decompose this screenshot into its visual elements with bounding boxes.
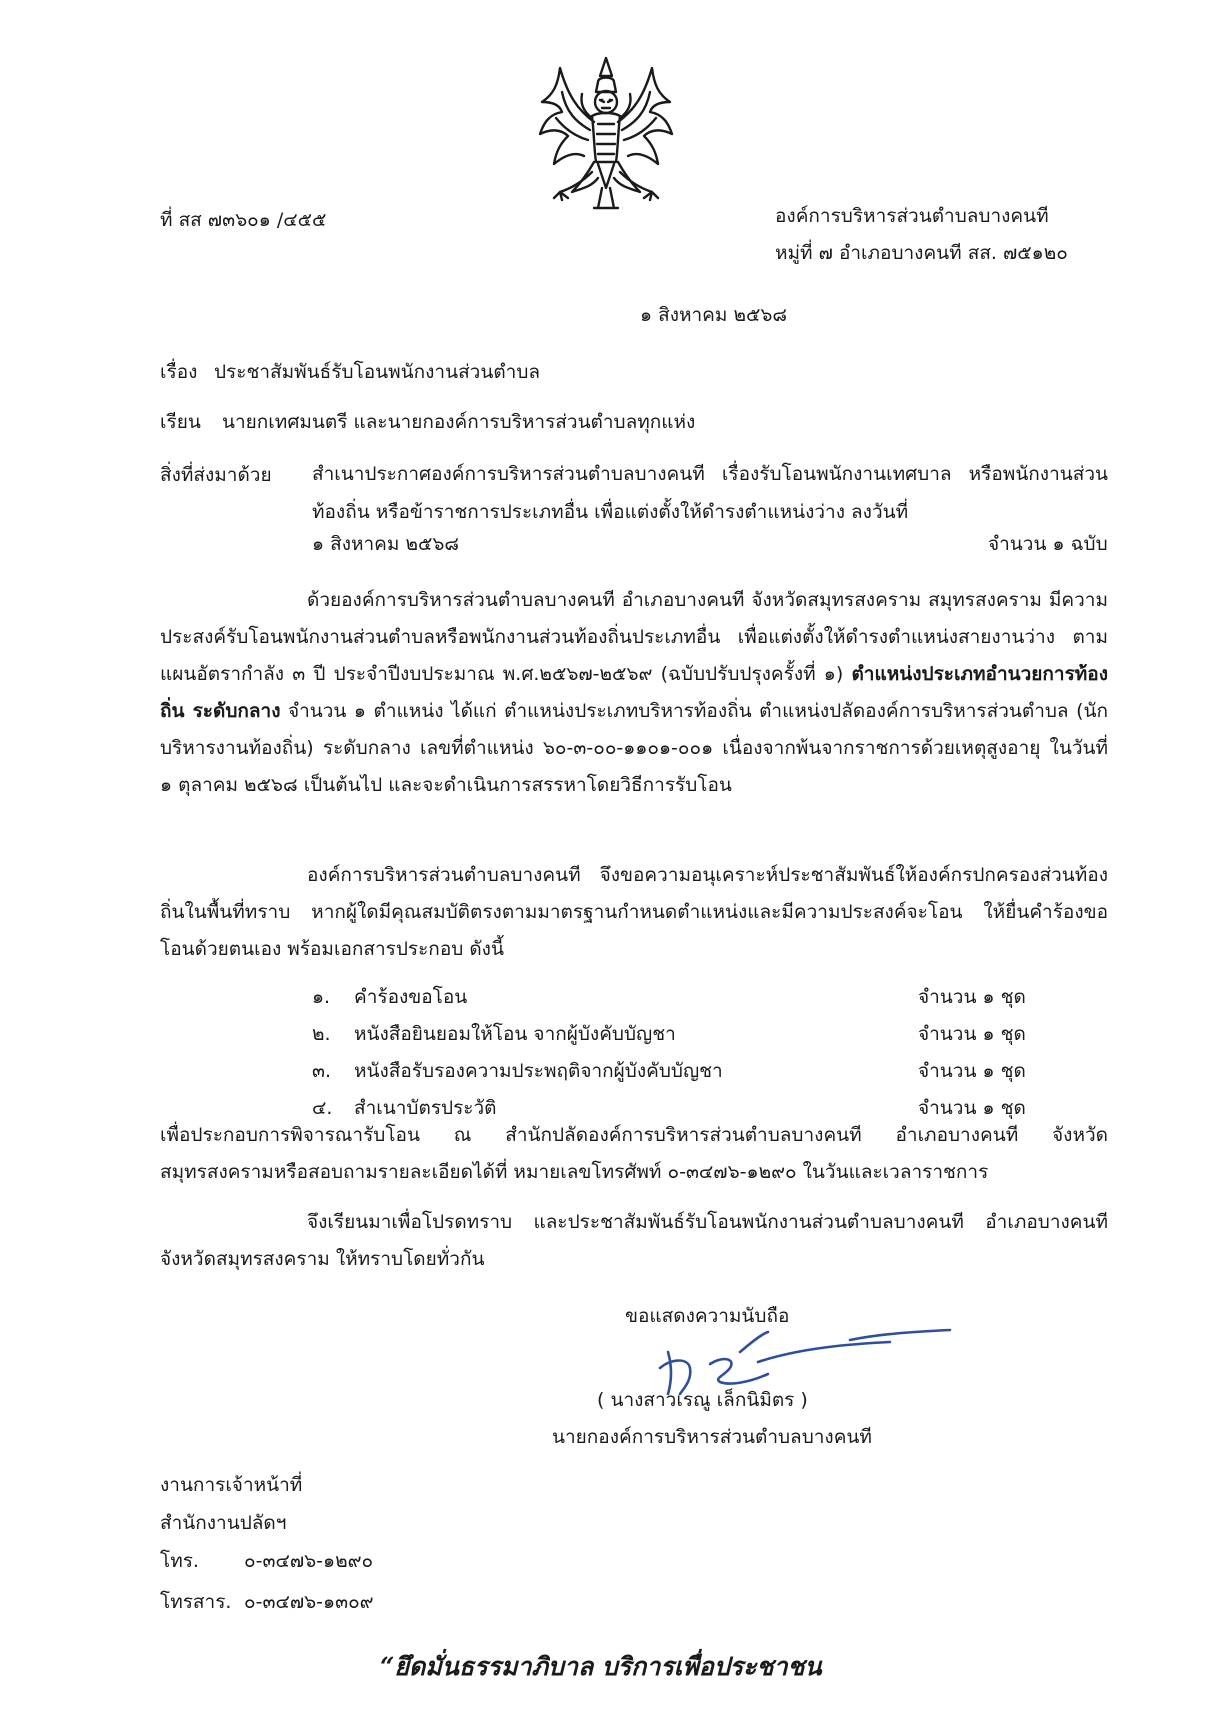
list-item-text: สำเนาบัตรประวัติ (354, 1097, 497, 1119)
subject-text: ประชาสัมพันธ์รับโอนพนักงานส่วนตำบล (214, 361, 541, 383)
signer-name: ( นางสาวเรณู เล็กนิมิตร ) (597, 1389, 808, 1411)
list-item-quantity: จำนวน ๑ ชุด (918, 1060, 1026, 1082)
list-item-quantity: จำนวน ๑ ชุด (918, 1097, 1026, 1119)
body-paragraph-2: องค์การบริหารส่วนตำบลบางคนที จึงขอความอนุเคราะห์ประชาสัมพันธ์ให้องค์กรปกครองส่วนท้องถิ่นในพื้นที่ทราบ หากผู้ใดมีคุณสมบัติตรงตามมาตรฐานกำหนดตำแหน่งและมีความประสงค์จะโอน ให้ยื่นคำร้องขอโอนด้วยตนเอง พร้อมเอกสารประกอบ ดังนี้ (160, 864, 1108, 960)
body-paragraph-3: เพื่อประกอบการพิจารณารับโอน ณ สำนักปลัดองค์การบริหารส่วนตำบลบางคนที อำเภอบางคนที จังหวัดสมุทรสงครามหรือสอบถามรายละเอียดได้ที่ หมายเลขโทรศัพท์ ๐-๓๔๗๖-๑๒๙๐ ในวันและเวลาราชการ (160, 1124, 1108, 1183)
list-item-quantity: จำนวน ๑ ชุด (918, 986, 1026, 1008)
list-item-number: ๔. (312, 1097, 333, 1119)
footer-fax-label: โทรสาร. (160, 1591, 232, 1613)
subject-label: เรื่อง (160, 361, 198, 383)
closing-salutation: ขอแสดงความนับถือ (625, 1305, 790, 1327)
signer-title: นายกองค์การบริหารส่วนตำบลบางคนที (552, 1426, 872, 1448)
body-paragraph-4: จึงเรียนมาเพื่อโปรดทราบ และประชาสัมพันธ์รับโอนพนักงานส่วนตำบลบางคนที อำเภอบางคนที จังหวัดสมุทรสงคราม ให้ทราบโดยทั่วกัน (160, 1211, 1108, 1270)
body-paragraph-1-part-a: ด้วยองค์การบริหารส่วนตำบลบางคนที อำเภอบางคนที จังหวัดสมุทรสงคราม สมุทรสงคราม มีความประสงค์รับโอนพนักงานส่วนตำบลหรือพนักงานส่วนท้องถิ่นประเภทอื่น เพื่อแต่งตั้งให้ดำรงตำแหน่งสายงานว่าง ตามแผนอัตรากำลัง ๓ ปี ประจำปีงบประมาณ พ.ศ.๒๕๖๗-๒๕๖๙ (ฉบับปรับปรุงครั้งที่ ๑) (160, 589, 1108, 685)
body-paragraph-1 (160, 582, 1108, 804)
list-item-number: ๓. (312, 1060, 332, 1082)
attachment-quantity: จำนวน ๑ ฉบับ (988, 533, 1108, 555)
letter-date: ๑ สิงหาคม ๒๕๖๘ (640, 304, 788, 326)
body-paragraph-1-bold: ตำแหน่งประเภทอำนวยการท้องถิ่น ระดับกลาง (160, 663, 1108, 722)
issuing-office-name: องค์การบริหารส่วนตำบลบางคนที (775, 205, 1049, 227)
footer-tel-number: ๐-๓๔๗๖-๑๒๙๐ (244, 1550, 374, 1572)
list-item-text: หนังสือรับรองความประพฤติจากผู้บังคับบัญชา (354, 1060, 723, 1082)
list-item-number: ๒. (312, 1023, 331, 1045)
motto: “ยึดมั่นธรรมาภิบาล บริการเพื่อประชาชน (380, 1652, 822, 1681)
footer-tel-label: โทร. (160, 1550, 199, 1572)
body-paragraph-1-part-b: จำนวน ๑ ตำแหน่ง ได้แก่ ตำแหน่งประเภทบริหารท้องถิ่น ตำแหน่งปลัดองค์การบริหารส่วนตำบล (นักบริหารงานท้องถิ่น) ระดับกลาง เลขที่ตำแหน่ง ๖๐-๓-๐๐-๑๑๐๑-๐๐๑ เนื่องจากพ้นจากราชการด้วยเหตุสูงอายุ ในวันที่ ๑ ตุลาคม ๒๕๖๘ เป็นต้นไป และจะดำเนินการสรรหาโดยวิธีการรับโอน (160, 700, 1108, 796)
list-item-text: คำร้องขอโอน (354, 986, 468, 1008)
garuda-emblem-icon (532, 52, 680, 216)
attachment-label: สิ่งที่ส่งมาด้วย (160, 464, 272, 486)
footer-office: สำนักงานปลัดฯ (160, 1512, 287, 1534)
list-item-quantity: จำนวน ๑ ชุด (918, 1023, 1026, 1045)
recipient-text: นายกเทศมนตรี และนายกองค์การบริหารส่วนตำบลทุกแห่ง (222, 411, 696, 433)
issuing-office-address: หมู่ที่ ๗ อำเภอบางคนที สส. ๗๕๑๒๐ (775, 242, 1068, 264)
footer-department: งานการเจ้าหน้าที่ (160, 1474, 303, 1496)
attachment-date: ๑ สิงหาคม ๒๕๖๘ (312, 533, 460, 555)
attachment-text: สำเนาประกาศองค์การบริหารส่วนตำบลบางคนที เรื่องรับโอนพนักงานเทศบาล หรือพนักงานส่วนท้องถิ่น หรือข้าราชการประเภทอื่น เพื่อแต่งตั้งให้ดำรงตำแหน่งว่าง ลงวันที่ (312, 463, 1108, 523)
list-item-text: หนังสือยินยอมให้โอน จากผู้บังคับบัญชา (354, 1023, 676, 1045)
recipient-label: เรียน (160, 411, 201, 433)
reference-number: ที่ สส ๗๓๖๐๑ /๔๕๕ (160, 209, 327, 231)
footer-fax-number: ๐-๓๔๗๖-๑๓๐๙ (244, 1591, 374, 1613)
list-item-number: ๑. (312, 986, 331, 1008)
